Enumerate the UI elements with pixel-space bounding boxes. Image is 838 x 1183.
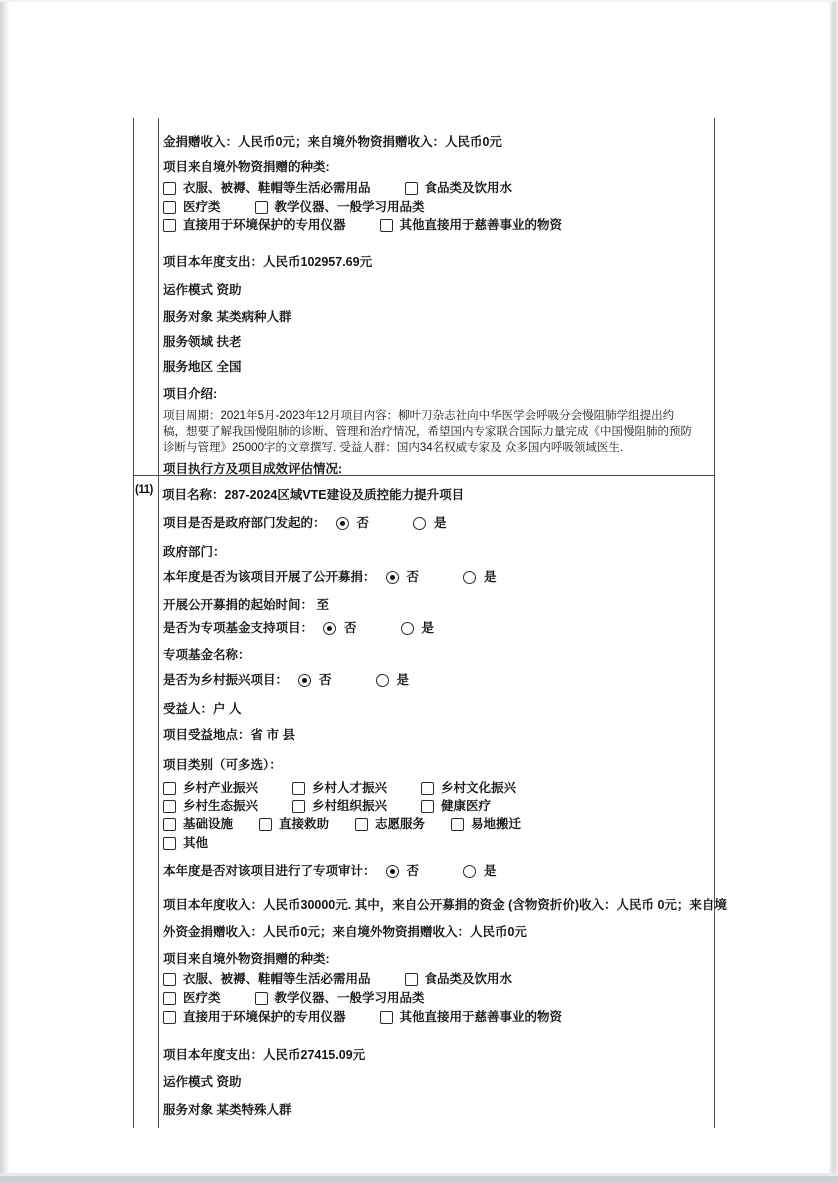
checkbox-option <box>292 781 387 796</box>
page-left-edge <box>0 0 9 1183</box>
radio-question-row <box>163 570 497 585</box>
checkbox-option <box>163 181 371 196</box>
radio-label-no: 否 <box>319 673 332 687</box>
checkbox-option <box>163 781 258 796</box>
checkbox-icon[interactable] <box>163 219 176 232</box>
special-fund-name-label: 专项基金名称： <box>163 648 251 662</box>
radio-dot <box>340 521 345 526</box>
checkbox-icon[interactable] <box>405 973 418 986</box>
intro-paragraph-line: 稿，想要了解我国慢阻肺的诊断、管理和治疗情况，希望国内专家联合国际力量完成《中国慢阻肺的预防 <box>163 426 692 438</box>
checkbox-icon[interactable] <box>355 818 368 831</box>
category-label: 项目类别（可多选）： <box>163 758 282 772</box>
service-field-line: 服务领域 扶老 <box>163 335 242 349</box>
checkbox-option <box>163 218 346 233</box>
radio-selected-icon[interactable] <box>386 865 399 878</box>
checkbox-label: 教学仪器、一般学习用品类 <box>274 991 425 1005</box>
income-line: 外资金捐赠收入：人民币0元；来自境外物资捐赠收入：人民币0元 <box>163 925 527 939</box>
checkbox-icon[interactable] <box>163 973 176 986</box>
question-label: 是否为专项基金支持项目： <box>163 621 314 635</box>
executor-label: 项目执行方及项目成效评估情况: <box>163 462 343 476</box>
checkbox-option <box>163 200 221 215</box>
radio-dot <box>327 626 332 631</box>
checkbox-icon[interactable] <box>163 182 176 195</box>
service-target-line: 服务对象 某类特殊人群 <box>163 1103 292 1117</box>
donation-kinds-label: 项目来自境外物资捐赠的种类: <box>163 952 330 966</box>
checkbox-icon[interactable] <box>259 818 272 831</box>
income-line: 项目本年度收入：人民币30000元. 其中，来自公开募捐的资金 (含物资折价)收入：人民币 0元；来自境 <box>163 898 727 912</box>
checkbox-label: 直接用于环境保护的专用仪器 <box>183 218 346 232</box>
radio-unselected-icon[interactable] <box>413 517 426 530</box>
radio-question-row <box>163 673 409 688</box>
checkbox-icon[interactable] <box>405 182 418 195</box>
checkbox-label: 医疗类 <box>183 991 221 1005</box>
checkbox-icon[interactable] <box>163 201 176 214</box>
operation-mode-line: 运作模式 资助 <box>163 283 242 297</box>
checkbox-option <box>380 218 563 233</box>
radio-unselected-icon[interactable] <box>463 571 476 584</box>
checkbox-label: 直接用于环境保护的专用仪器 <box>183 1010 346 1024</box>
checkbox-label: 教学仪器、一般学习用品类 <box>274 200 425 214</box>
checkbox-label: 乡村人才振兴 <box>312 781 388 795</box>
checkbox-row <box>163 817 521 832</box>
radio-label-yes: 是 <box>396 673 410 687</box>
checkbox-option <box>163 817 233 832</box>
expense-line: 项目本年度支出：人民币27415.09元 <box>163 1048 366 1062</box>
question-label: 本年度是否对该项目进行了专项审计： <box>163 864 376 878</box>
page-right-edge <box>829 0 838 1183</box>
checkbox-option <box>259 817 329 832</box>
radio-label-yes: 是 <box>434 516 447 530</box>
checkbox-option <box>163 1010 346 1025</box>
checkbox-icon[interactable] <box>163 1011 176 1024</box>
question-label: 项目是否是政府部门发起的： <box>163 516 326 530</box>
radio-unselected-icon[interactable] <box>401 622 414 635</box>
checkbox-option <box>163 972 371 987</box>
checkbox-label: 乡村文化振兴 <box>441 781 517 795</box>
project-name-line: 项目名称：287-2024区域VTE建设及质控能力提升项目 <box>162 488 465 502</box>
checkbox-row <box>163 799 491 814</box>
checkbox-option <box>405 972 513 987</box>
number-column-divider <box>158 118 159 1128</box>
fundraising-time-line: 开展公开募捐的起始时间： 至 <box>163 598 329 612</box>
radio-label-no: 否 <box>406 864 420 878</box>
operation-mode-line: 运作模式 资助 <box>163 1075 242 1089</box>
checkbox-icon[interactable] <box>163 837 176 850</box>
checkbox-icon[interactable] <box>421 782 434 795</box>
checkbox-label: 乡村产业振兴 <box>183 781 259 795</box>
benefit-place-line: 项目受益地点：省 市 县 <box>163 728 295 742</box>
radio-label-no: 否 <box>344 621 357 635</box>
radio-selected-icon[interactable] <box>298 674 311 687</box>
checkbox-option <box>255 991 425 1006</box>
checkbox-option <box>405 181 513 196</box>
checkbox-label: 衣服、被褥、鞋帽等生活必需用品 <box>183 181 371 195</box>
checkbox-label: 其他直接用于慈善事业的物资 <box>399 218 563 232</box>
checkbox-icon[interactable] <box>255 201 268 214</box>
radio-selected-icon[interactable] <box>336 517 349 530</box>
intro-paragraph-line: 项目周期：2021年5月-2023年12月项目内容：柳叶刀杂志社向中华医学会呼吸分会慢阻肺学组提出约 <box>163 410 675 422</box>
service-target-line: 服务对象 某类病种人群 <box>163 310 292 324</box>
checkbox-row <box>163 200 425 215</box>
gov-dept-label: 政府部门： <box>163 545 226 559</box>
checkbox-label: 乡村生态振兴 <box>183 799 259 813</box>
checkbox-option <box>380 1010 563 1025</box>
checkbox-row <box>163 836 208 851</box>
checkbox-option <box>421 799 491 814</box>
checkbox-label: 健康医疗 <box>441 799 492 813</box>
checkbox-icon[interactable] <box>255 992 268 1005</box>
radio-question-row <box>163 864 497 879</box>
radio-dot <box>302 678 307 683</box>
radio-question-row <box>163 516 447 531</box>
checkbox-icon[interactable] <box>380 219 393 232</box>
checkbox-label: 医疗类 <box>183 200 221 214</box>
checkbox-label: 其他直接用于慈善事业的物资 <box>399 1010 563 1024</box>
checkbox-icon[interactable] <box>421 800 434 813</box>
checkbox-label: 食品类及饮用水 <box>424 181 513 195</box>
question-label: 本年度是否为该项目开展了公开募捐： <box>163 570 376 584</box>
radio-label-yes: 是 <box>484 570 497 584</box>
checkbox-option <box>163 799 258 814</box>
checkbox-icon[interactable] <box>292 782 305 795</box>
checkbox-icon[interactable] <box>163 800 176 813</box>
checkbox-option <box>451 817 521 832</box>
checkbox-option <box>255 200 425 215</box>
checkbox-icon[interactable] <box>380 1011 393 1024</box>
checkbox-label: 其他 <box>183 836 209 850</box>
intro-paragraph-line: 诊断与管理》25000字的文章撰写. 受益人群：国内34名权威专家及 众多国内呼吸领域医生. <box>163 442 624 454</box>
radio-question-row <box>163 621 434 636</box>
checkbox-option <box>355 817 425 832</box>
checkbox-label: 乡村组织振兴 <box>312 799 388 813</box>
radio-dot <box>390 869 395 874</box>
checkbox-label: 食品类及饮用水 <box>424 972 513 986</box>
page-top-edge <box>0 0 838 2</box>
checkbox-icon[interactable] <box>163 818 176 831</box>
expense-line: 项目本年度支出：人民币102957.69元 <box>163 255 373 269</box>
checkbox-label: 直接救助 <box>279 817 330 831</box>
radio-dot <box>390 575 395 580</box>
donation-kinds-label: 项目来自境外物资捐赠的种类: <box>163 160 330 174</box>
checkbox-row <box>163 218 562 233</box>
checkbox-label: 易地搬迁 <box>471 817 522 831</box>
form-table <box>133 118 727 1128</box>
radio-selected-icon[interactable] <box>386 571 399 584</box>
item-number: (11) <box>135 484 153 496</box>
checkbox-label: 衣服、被褥、鞋帽等生活必需用品 <box>183 972 371 986</box>
radio-label-yes: 是 <box>421 621 435 635</box>
beneficiary-line: 受益人：户 人 <box>163 702 242 716</box>
checkbox-row <box>163 991 425 1006</box>
checkbox-icon[interactable] <box>292 800 305 813</box>
radio-label-no: 否 <box>406 570 420 584</box>
checkbox-row <box>163 181 512 196</box>
question-label: 是否为乡村振兴项目： <box>163 673 289 687</box>
checkbox-option <box>163 836 208 851</box>
checkbox-icon[interactable] <box>163 992 176 1005</box>
radio-selected-icon[interactable] <box>323 622 336 635</box>
income-tail-line: 金捐赠收入：人民币0元；来自境外物资捐赠收入：人民币0元 <box>163 135 502 149</box>
checkbox-row <box>163 781 516 796</box>
checkbox-option <box>421 781 516 796</box>
checkbox-row <box>163 972 512 987</box>
checkbox-icon[interactable] <box>163 782 176 795</box>
page-bottom-edge <box>0 1176 838 1183</box>
service-area-line: 服务地区 全国 <box>163 360 242 374</box>
radio-label-no: 否 <box>356 516 370 530</box>
intro-label: 项目介绍: <box>163 387 218 401</box>
checkbox-option <box>292 799 387 814</box>
checkbox-row <box>163 1010 562 1025</box>
checkbox-label: 基础设施 <box>183 817 234 831</box>
radio-label-yes: 是 <box>484 864 497 878</box>
checkbox-option <box>163 991 221 1006</box>
checkbox-label: 志愿服务 <box>375 817 426 831</box>
radio-unselected-icon[interactable] <box>376 674 389 687</box>
radio-unselected-icon[interactable] <box>463 865 476 878</box>
checkbox-icon[interactable] <box>451 818 464 831</box>
